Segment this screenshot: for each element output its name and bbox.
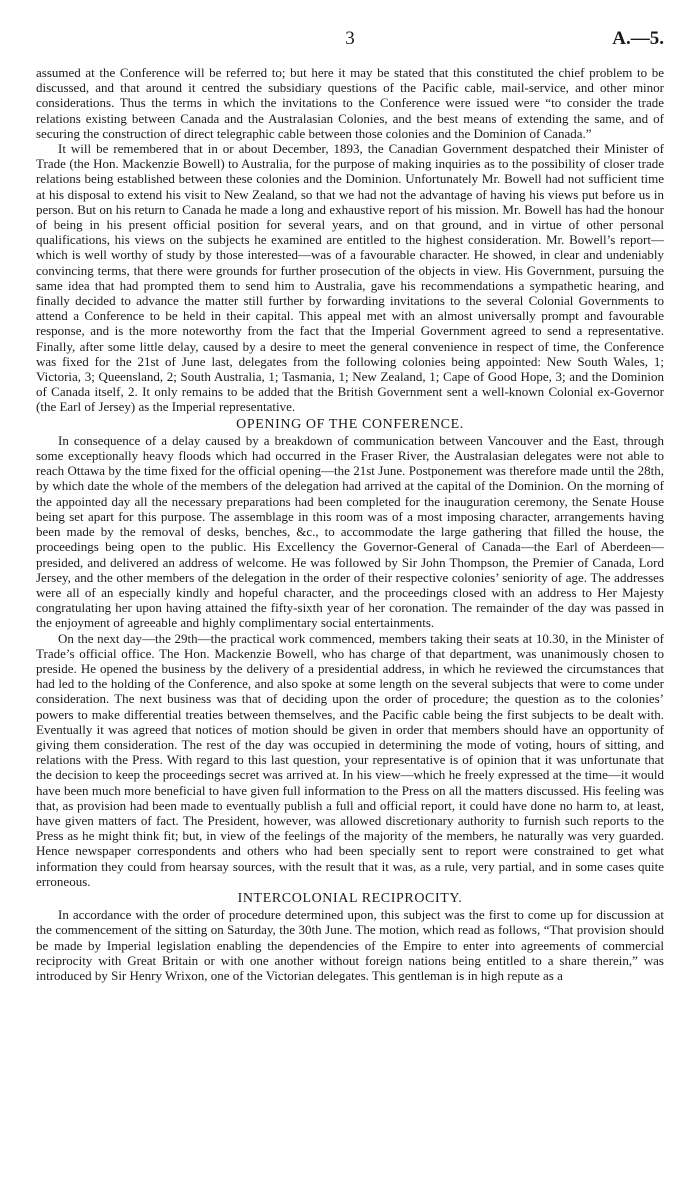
paragraph: assumed at the Conference will be referred to; but here it may be stated that this constituted the chief problem to be discussed, and that around it centred the subsidiary questions of the Pacific cable, mail-service, and other minor considerations. Thus the terms in which the invitations to the Conference were issued were “to consider the trade relations existing between Canada and the Australasian Colonies, and the best means of extending the same, and of securing the construction of direct telegraphic cable between those colonies and the Dominion of Canada.”: [36, 65, 664, 141]
paragraph: On the next day—the 29th—the practical work commenced, members taking their seats at 10.30, in the Minister of Trade’s official office. The Hon. Mackenzie Bowell, who has charge of that department, was unanimously chosen to preside. He opened the business by the delivery of a presidential address, in which he reviewed the circumstances that had led to the holding of the Conference, and also spoke at some length on the several subjects that were to come under consideration. The next business was that of deciding upon the order of procedure; the question as to the colonies’ powers to make differential treaties between themselves, and the Pacific cable being the first subjects to be dealt with. Eventually it was agreed that notices of motion should be given in order that members should have an opportunity of giving them consideration. The rest of the day was occupied in determining the mode of voting, hours of sitting, and relations with the Press. With regard to this last question, your representative is of opinion that it was unfortunate that the decision to keep the proceedings secret was arrived at. In his view—which he freely expressed at the time—it would have been much more beneficial to have given full information to the Press on all the matters discussed. His feeling was that, as provision had been made to eventually publish a full and official report, it could have done no harm to, at least, have given matters of fact. The President, however, was allowed discretionary authority to furnish such reports to the Press as he might think fit; but, in view of the feelings of the majority of the members, he naturally was very guarded. Hence newspaper correspondents and others who had been specially sent to report were constrained to get what information they could from hearsay sources, with the result that it was, as a rule, very partial, and in some cases quite erroneous.: [36, 630, 664, 889]
page-header: [36, 28, 664, 52]
section-heading-opening: OPENING OF THE CONFERENCE.: [236, 416, 464, 432]
paragraph: It will be remembered that in or about December, 1893, the Canadian Government despatched their Minister of Trade (the Hon. Mackenzie Bowell) to Australia, for the purpose of making inquiries as to the possibility of closer trade relations being established between these colonies and the Dominion. Unfortunately Mr. Bowell had not sufficient time at his disposal to extend his visit to New Zealand, so that we had not the advantage of having his views put before us in person. But on his return to Canada he made a long and exhaustive report of his mission. Mr. Bowell has had the honour of being in his present official position for several years, and on that ground, and in virtue of other personal qualifications, his views on the subjects he examined are entitled to the highest consideration. Mr. Bowell’s report—which is well worthy of study by those interested—was of a favourable character. He showed, in clear and undeniably convincing terms, that there were grounds for further prosecution of the objects in view. His Government, pursuing the same idea that had prompted them to send him to Australia, gave his recommendations a sympathetic hearing, and finally decided to advance the matter still further by forwarding invitations to the several Colonial Governments to attend a Conference to be held in their capital. This appeal met with an almost universally prompt and favourable response, and is the more noteworthy from the fact that the Imperial Government agreed to send a representative. Finally, after some little delay, caused by a desire to meet the general convenience in respect of time, the Conference was fixed for the 21st of June last, delegates from the following colonies being appointed: New South Wales, 1; Victoria, 3; Queensland, 2; South Australia, 1; Tasmania, 1; New Zealand, 1; Cape of Good Hope, 3; and the Dominion of Canada itself, 2. It only remains to be added that the British Government sent a well-known Colonial ex-Governor (the Earl of Jersey) as the Imperial representative.: [36, 141, 664, 415]
paragraph: In consequence of a delay caused by a breakdown of communication between Vancouver and the East, through some exceptionally heavy floods which had occurred in the Fraser River, the Australasian delegates were not able to reach Ottawa by the time fixed for the official opening—the 21st June. Postponement was therefore made until the 28th, by which date the whole of the members of the delegation had arrived at the capital of the Dominion. On the morning of the appointed day all the necessary preparations had been completed for the inauguration ceremony, the Senate House being set apart for this purpose. The assemblage in this room was of a most imposing character, arrangements having been made by the removal of desks, benches, &c., to accommodate the large gathering that filled the house, the proceedings being open to the public. His Excellency the Governor-General of Canada—the Earl of Aberdeen—presided, and delivered an address of welcome. He was followed by Sir John Thompson, the Premier of Canada, Lord Jersey, and the other members of the delegation in the order of their respective colonies’ seniority of age. The addresses were all of an especially kindly and hopeful character, and the proceedings closed with an address to Her Majesty congratulating her upon having attained the fifty-sixth year of her coronation. The remainder of the day was passed in the enjoyment of agreeable and highly complimentary social entertainments.: [36, 432, 664, 631]
document-reference: A.—5.: [612, 28, 664, 49]
page-number: 3: [345, 28, 355, 49]
section-heading-reciprocity: INTERCOLONIAL RECIPROCITY.: [237, 890, 463, 906]
paragraph: In accordance with the order of procedure determined upon, this subject was the first to come up for discussion at the commencement of the sitting on Saturday, the 30th June. The motion, which read as follows, “That provision should be made by Imperial legislation enabling the dependencies of the Empire to enter into agreements of commercial reciprocity with Great Britain or with one another without foreign nations being entitled to a share therein,” was introduced by Sir Henry Wrixon, one of the Victorian delegates. This gentleman is in high repute as a: [36, 907, 664, 983]
body-text: [36, 65, 664, 983]
